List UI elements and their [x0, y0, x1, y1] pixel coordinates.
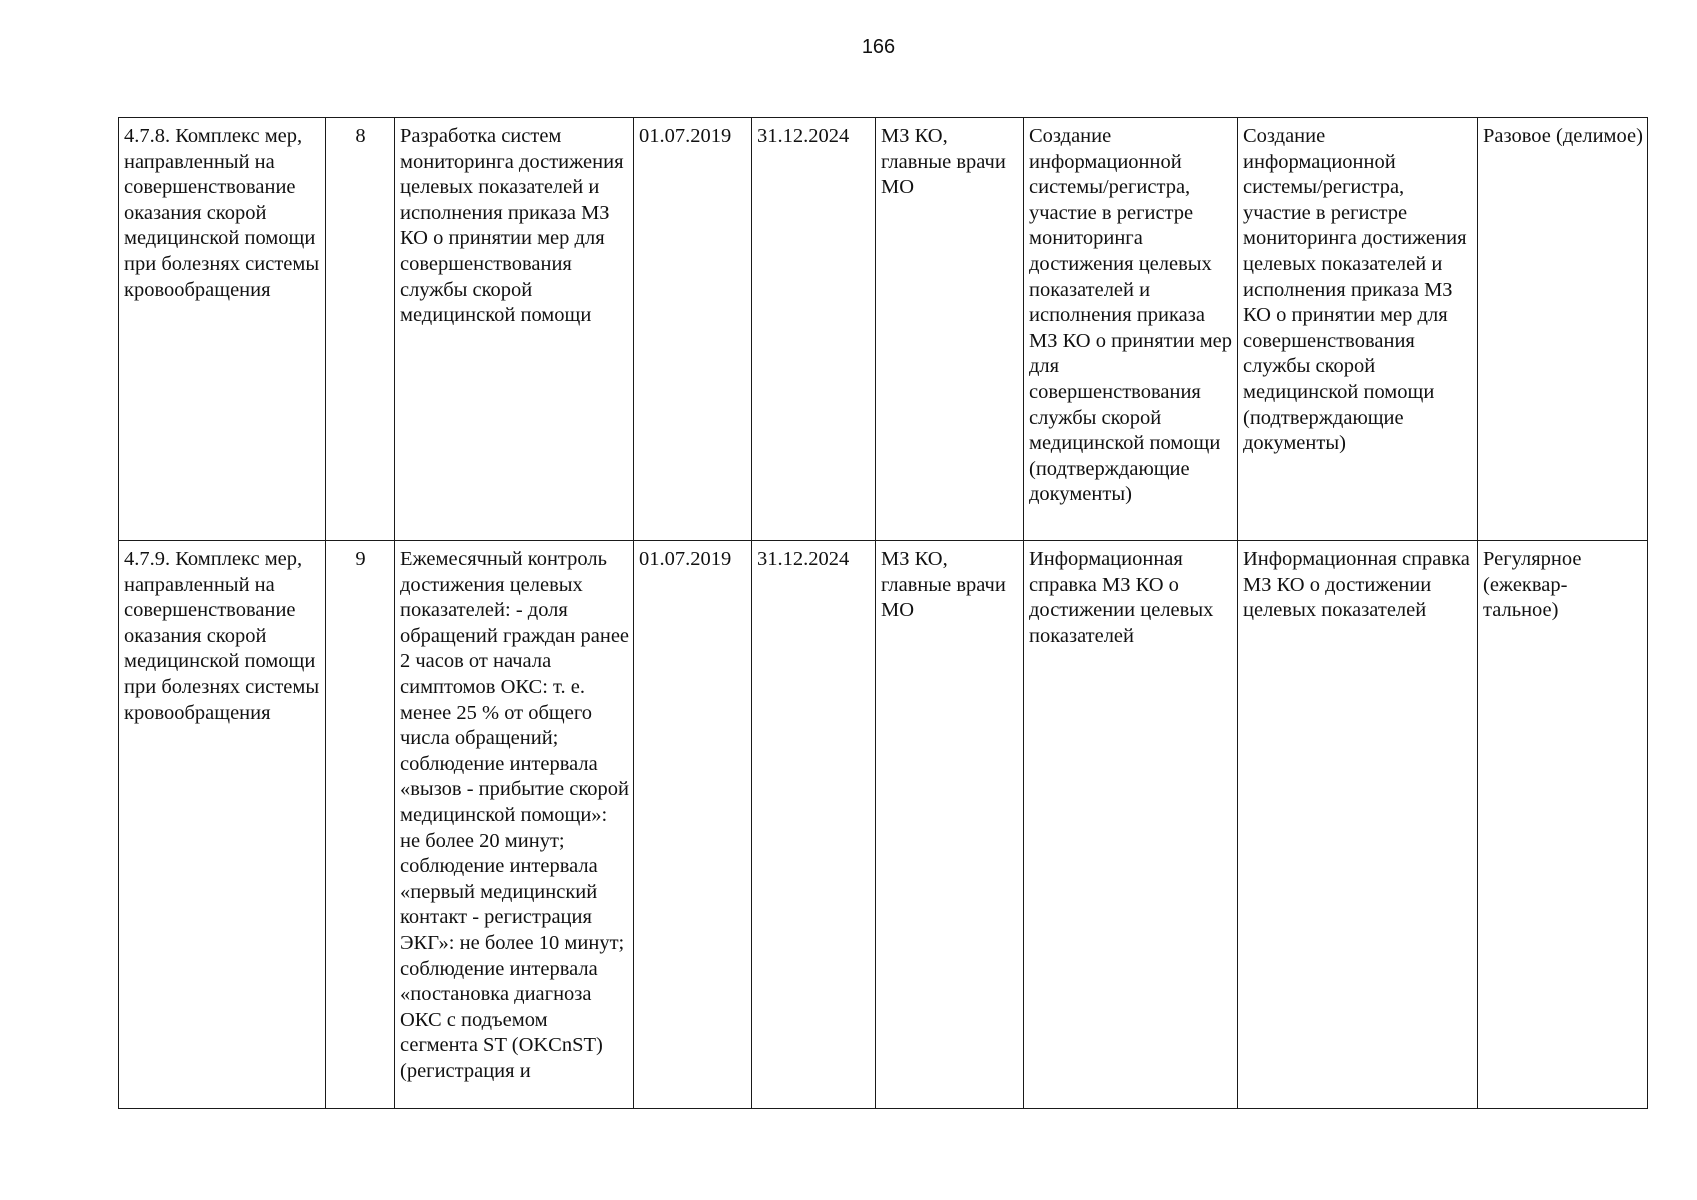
- end-date-cell: 31.12.2024: [752, 541, 876, 1109]
- table-row: [119, 118, 1648, 541]
- measure-cell: 4.7.8. Комплекс мер, направленный на совершенствование оказания скорой медицинской помощи при болезнях системы кровообращения: [119, 118, 326, 541]
- control-cell: Создание информационной системы/регистра, участие в регистре мониторинга достижения целевых показателей и исполнения приказа МЗ КО о принятии мер для совершенствования службы скорой медицинской помощи (подтверждающие документы): [1238, 118, 1478, 541]
- result-cell: Создание информационной системы/регистра, участие в регистре мониторинга достижения целевых показателей и исполнения приказа МЗ КО о принятии мер для совершенствования службы скорой медицинской помощи (подтверждающие документы): [1024, 118, 1238, 541]
- measure-cell: 4.7.9. Комплекс мер, направленный на совершенствование оказания скорой медицинской помощи при болезнях системы кровообращения: [119, 541, 326, 1109]
- page-number: 166: [861, 36, 896, 58]
- responsible-cell: МЗ КО, главные врачи МО: [876, 118, 1024, 541]
- periodicity-cell: Регулярное (ежеквар- тальное): [1478, 541, 1648, 1109]
- control-cell: Информационная справка МЗ КО о достижении целевых показателей: [1238, 541, 1478, 1109]
- number-cell: 9: [326, 541, 395, 1109]
- responsible-cell: МЗ КО, главные врачи МО: [876, 541, 1024, 1109]
- start-date-cell: 01.07.2019: [634, 541, 752, 1109]
- number-cell: 8: [326, 118, 395, 541]
- event-cell: Разработка систем мониторинга достижения целевых показателей и исполнения приказа МЗ КО о принятии мер для совершенствования службы скорой медицинской помощи: [395, 118, 634, 541]
- event-cell: Ежемесячный контроль достижения целевых показателей: - доля обращений граждан ранее 2 часов от начала симптомов ОКС: т. е. менее 25 % от общего числа обращений; соблюдение интервала «вызов - прибытие скорой медицинской помощи»: не более 20 минут; соблюдение интервала «первый медицинский контакт - регистрация ЭКГ»: не более 10 минут; соблюдение интервала «постановка диагноза ОКС с подъемом сегмента ST (OKCnST) (регистрация и: [395, 541, 634, 1109]
- end-date-cell: 31.12.2024: [752, 118, 876, 541]
- table-row: [119, 541, 1648, 1109]
- measures-table: [118, 117, 1648, 1109]
- periodicity-cell: Разовое (делимое): [1478, 118, 1648, 541]
- start-date-cell: 01.07.2019: [634, 118, 752, 541]
- result-cell: Информационная справка МЗ КО о достижении целевых показателей: [1024, 541, 1238, 1109]
